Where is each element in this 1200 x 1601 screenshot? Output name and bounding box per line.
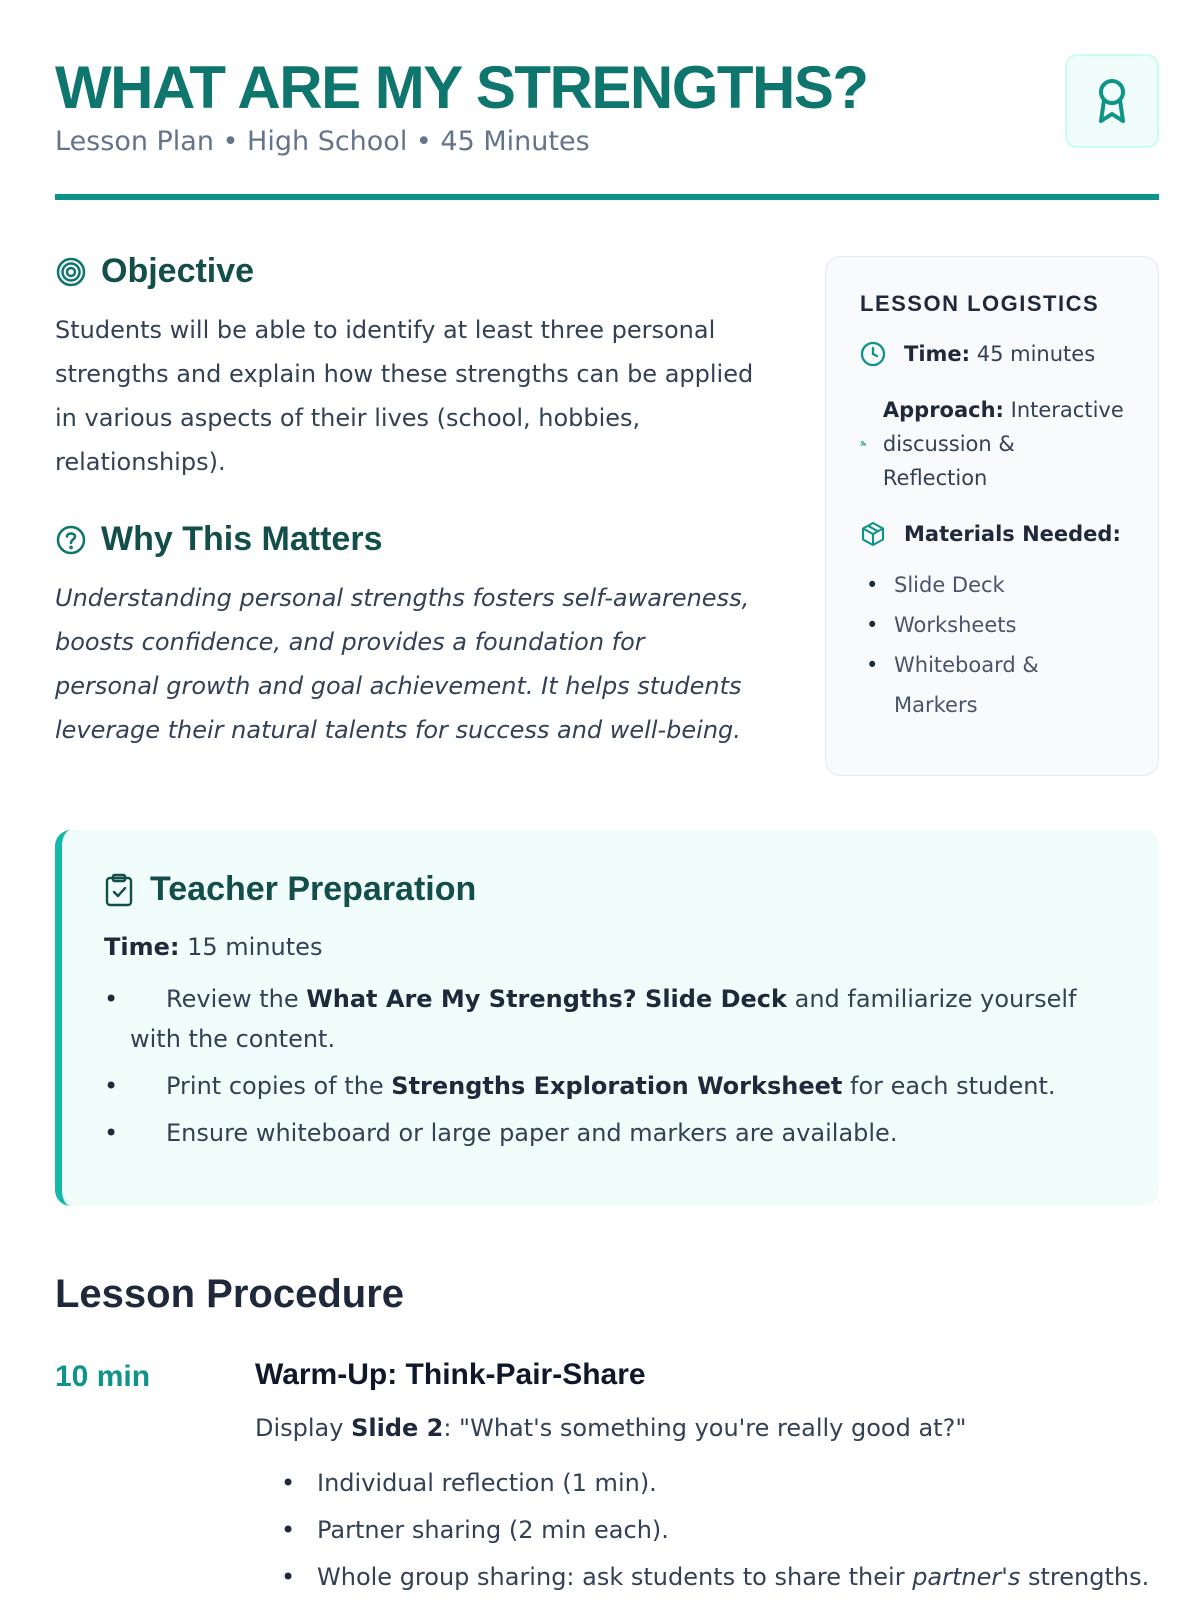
clock-icon bbox=[860, 341, 886, 367]
prep-heading bbox=[104, 870, 1119, 909]
logistics-time bbox=[860, 337, 1124, 371]
clipboard-check-icon bbox=[104, 873, 134, 907]
logistics-materials-label: Materials Needed: bbox=[904, 522, 1121, 546]
procedure-step bbox=[255, 1358, 1159, 1601]
objective-heading-label: Objective bbox=[101, 252, 255, 290]
header bbox=[55, 52, 1159, 202]
prep-time-label: Time: bbox=[104, 933, 180, 961]
logistics-time-label: Time: bbox=[904, 342, 971, 366]
approach-icon bbox=[860, 437, 867, 451]
header-divider bbox=[55, 194, 1159, 200]
why-heading bbox=[55, 520, 382, 559]
prep-item-text: Ensure whiteboard or large paper and markers are available. bbox=[166, 1119, 898, 1147]
logistics-approach bbox=[860, 393, 1124, 495]
why-text: Understanding personal strengths fosters self-awareness, boosts confidence, and provides a foundation for personal growth and goal achievement. It helps students leverage their natural talents for success and well-being. bbox=[55, 584, 750, 744]
prep-item-text: Review the bbox=[166, 985, 307, 1013]
step-item-text: Partner sharing (2 min each). bbox=[317, 1516, 669, 1544]
prep-item-bold: Strengths Exploration Worksheet bbox=[391, 1072, 843, 1100]
prep-time-value: 15 minutes bbox=[187, 933, 323, 961]
prep-item-bold: What Are My Strengths? Slide Deck bbox=[306, 985, 787, 1013]
step-item-text: Whole group sharing: ask students to share their bbox=[317, 1563, 913, 1591]
material-item: • Slide Deck bbox=[892, 565, 1124, 605]
prep-item bbox=[130, 1066, 1119, 1106]
prep-item bbox=[130, 1113, 1119, 1153]
step-desc-text: Display bbox=[255, 1414, 352, 1442]
step-list bbox=[255, 1460, 1159, 1601]
step-desc-text: : "What's something you're really good at?" bbox=[443, 1414, 967, 1442]
teacher-preparation bbox=[55, 830, 1159, 1206]
question-circle-icon bbox=[55, 524, 87, 556]
award-badge bbox=[1065, 54, 1159, 148]
page-subtitle: Lesson Plan • High School • 45 Minutes bbox=[55, 126, 590, 157]
step-item bbox=[281, 1554, 1159, 1601]
logistics-materials bbox=[860, 517, 1124, 551]
logistics-approach-value: Interactive discussion & Reflection bbox=[882, 398, 1124, 490]
package-icon bbox=[860, 521, 886, 547]
prep-item bbox=[130, 979, 1119, 1059]
prep-item-text: for each student. bbox=[842, 1072, 1056, 1100]
step-item-text: Individual reflection (1 min). bbox=[317, 1469, 657, 1497]
prep-item-text: and familiarize yourself with the content. bbox=[130, 985, 1077, 1053]
step-time: 10 min bbox=[55, 1360, 151, 1393]
prep-list bbox=[104, 979, 1119, 1153]
prep-heading-label: Teacher Preparation bbox=[150, 870, 477, 908]
why-heading-label: Why This Matters bbox=[101, 520, 383, 558]
prep-item-text: Print copies of the bbox=[166, 1072, 392, 1100]
prep-time bbox=[104, 933, 1119, 961]
step-item bbox=[281, 1460, 1159, 1507]
logistics-approach-label: Approach: bbox=[882, 398, 1004, 422]
logistics-time-value: 45 minutes bbox=[976, 342, 1096, 366]
logistics-card bbox=[825, 256, 1159, 776]
page-title: WHAT ARE MY STRENGTHS? bbox=[55, 54, 868, 121]
logistics-approach-text bbox=[883, 393, 1124, 495]
objective-text: Students will be able to identify at least three personal strengths and explain how these strengths can be applied in various aspects of their lives (school, hobbies, relationships). bbox=[55, 316, 754, 476]
award-icon bbox=[1092, 77, 1132, 125]
procedure-heading: Lesson Procedure bbox=[55, 1272, 405, 1316]
logistics-time-text bbox=[904, 337, 1095, 371]
step-item bbox=[281, 1507, 1159, 1554]
step-item-text: strengths. bbox=[1020, 1563, 1150, 1591]
material-item: • Worksheets bbox=[892, 605, 1124, 645]
materials-list bbox=[860, 565, 1124, 725]
step-desc-bold: Slide 2 bbox=[351, 1414, 444, 1442]
material-item: • Whiteboard & Markers bbox=[892, 645, 1124, 725]
step-description bbox=[255, 1414, 1159, 1442]
objective-heading bbox=[55, 252, 254, 291]
logistics-title: LESSON LOGISTICS bbox=[860, 291, 1100, 316]
step-item-em: partner's bbox=[912, 1563, 1021, 1591]
step-title: Warm-Up: Think-Pair-Share bbox=[255, 1358, 646, 1391]
target-icon bbox=[55, 256, 87, 288]
